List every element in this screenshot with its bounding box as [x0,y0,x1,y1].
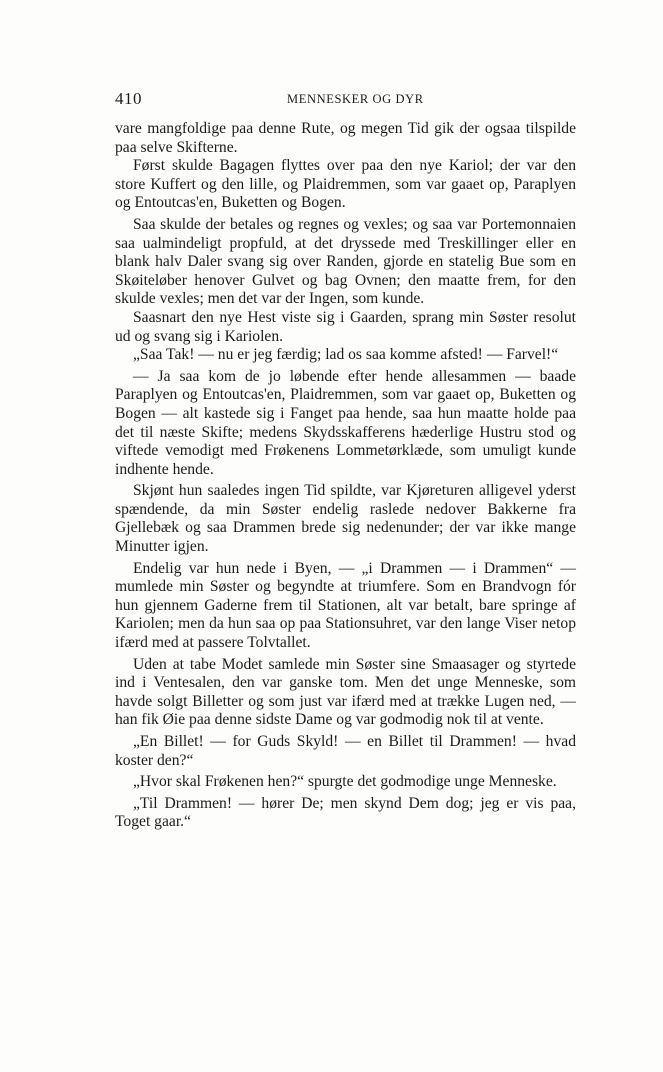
paragraph: — Ja saa kom de jo løbende efter hende allesammen — baade Paraplyen og Entoutcas'en, Plaidremmen, som var gaaet op, Buketten og Bogen — alt kastede sig i Fanget paa hende, saa hun maatte holde paa det til næste Skifte; medens Skydsskafferens hæderlige Hustru stod og viftede vemodigt med Frøkenens Lommetørklæde, som umuligt kunde indhente hende. [115,367,576,478]
page-number: 410 [115,89,142,108]
running-head: MENNESKER OG DYR [287,92,424,106]
paragraph: Først skulde Bagagen flyttes over paa den nye Kariol; der var den store Kuffert og den lille, og Plaidremmen, som var gaaet op, Paraplyen og Entoutcas'en, Buketten og Bogen. [115,157,576,212]
paragraph: Uden at tabe Modet samlede min Søster sine Smaasager og styrtede ind i Ventesalen, den var ganske tom. Men det unge Menneske, som havde solgt Billetter og som just var ifærd med at trække Lugen ned, — han fik Øie paa denne sidste Dame og var godmodig nok til at vente. [115,655,576,729]
paragraph: „En Billet! — for Guds Skyld! — en Billet til Drammen! — hvad koster den?“ [115,733,576,769]
paragraph: Saa skulde der betales og regnes og vexles; og saa var Portemonnaien saa ualmindeligt propfuld, at det dryssede med Treskillinger eller en blank halv Daler svang sig over Randen, gjorde en statelig Bue som en Skøiteløber henover Gulvet og bag Ovnen; den maatte frem, for den skulde vexles; men det var der Ingen, som kunde. [115,215,576,308]
paragraph: „Hvor skal Frøkenen hen?“ spurgte det godmodige unge Menneske. [133,773,557,791]
paragraph: „Saa Tak! — nu er jeg færdig; lad os saa komme afsted! — Farvel!“ [133,346,559,364]
paragraph: Endelig var hun nede i Byen, — „i Drammen — i Drammen“ — mumlede min Søster og begyndte at triumfere. Som en Brandvogn fór hun gjennem Gaderne frem til Stationen, alt var betalt, bare springe af Kariolen; men da hun saa op paa Stationsuhret, var den lange Viser netop ifærd med at passere Tolvtallet. [115,559,576,652]
body-text [115,120,576,832]
paragraph: Skjønt hun saaledes ingen Tid spildte, var Kjøreturen alligevel yderst spændende, da min Søster endelig raslede nedover Bakkerne fra Gjellebæk og saa Drammen brede sig nedenunder; der var ikke mange Minutter igjen. [115,482,576,556]
paragraph: vare mangfoldige paa denne Rute, og megen Tid gik der ogsaa tilspilde paa selve Skifterne. [115,120,576,156]
paragraph: „Til Drammen! — hører De; men skynd Dem dog; jeg er vis paa, Toget gaar.“ [115,794,576,831]
page-header [115,89,575,111]
paragraph: Saasnart den nye Hest viste sig i Gaarden, sprang min Søster resolut ud og svang sig i Kariolen. [115,308,576,345]
